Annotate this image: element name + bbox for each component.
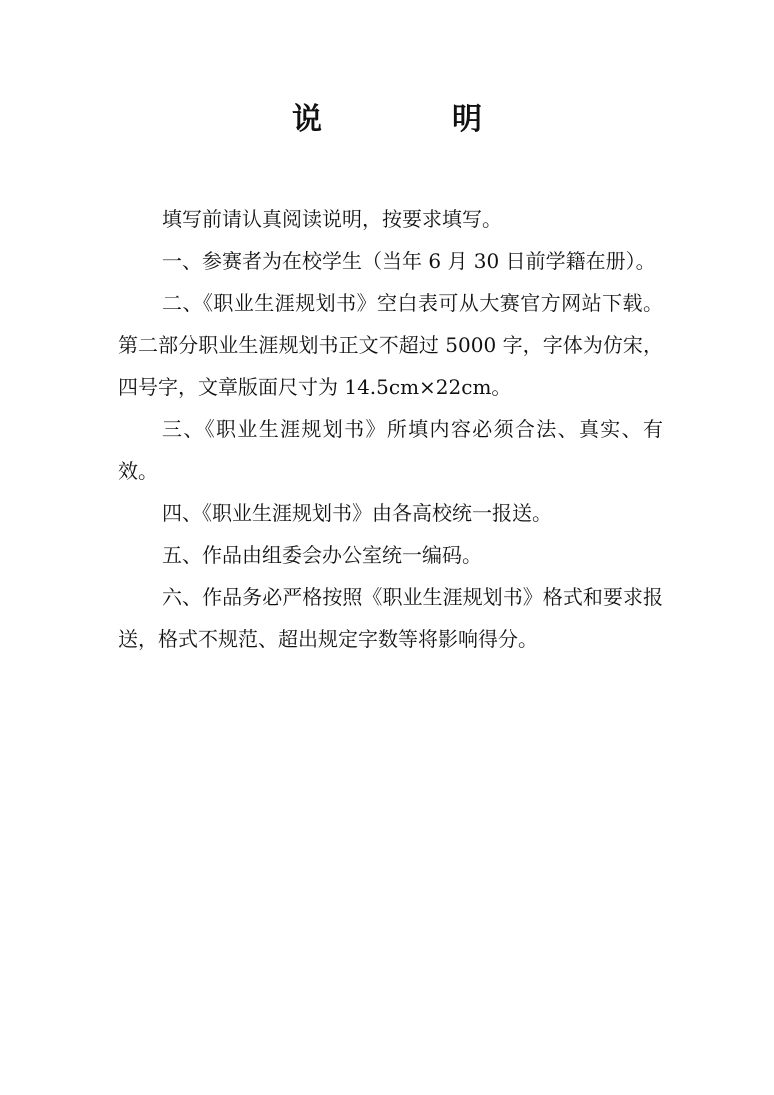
rule-4-paragraph: 四、《职业生涯规划书》由各高校统一报送。	[162, 501, 552, 525]
instructions-body	[118, 198, 663, 660]
rule-5-paragraph: 五、作品由组委会办公室统一编码。	[162, 543, 482, 567]
rule-3-paragraph: 三、《职业生涯规划书》所填内容必须合法、真实、有效。	[118, 417, 663, 483]
rule-2-paragraph: 二、《职业生涯规划书》空白表可从大赛官方网站下载。第二部分职业生涯规划书正文不超过 5000 字，字体为仿宋，四号字，文章版面尺寸为 14.5cm×22cm。	[118, 291, 663, 399]
document-title: 说 明	[292, 102, 532, 137]
rule-1-paragraph: 一、参赛者为在校学生（当年 6 月 30 日前学籍在册）。	[162, 249, 656, 273]
intro-paragraph: 填写前请认真阅读说明，按要求填写。	[162, 207, 502, 231]
rule-6-paragraph: 六、作品务必严格按照《职业生涯规划书》格式和要求报送，格式不规范、超出规定字数等将影响得分。	[118, 585, 663, 651]
